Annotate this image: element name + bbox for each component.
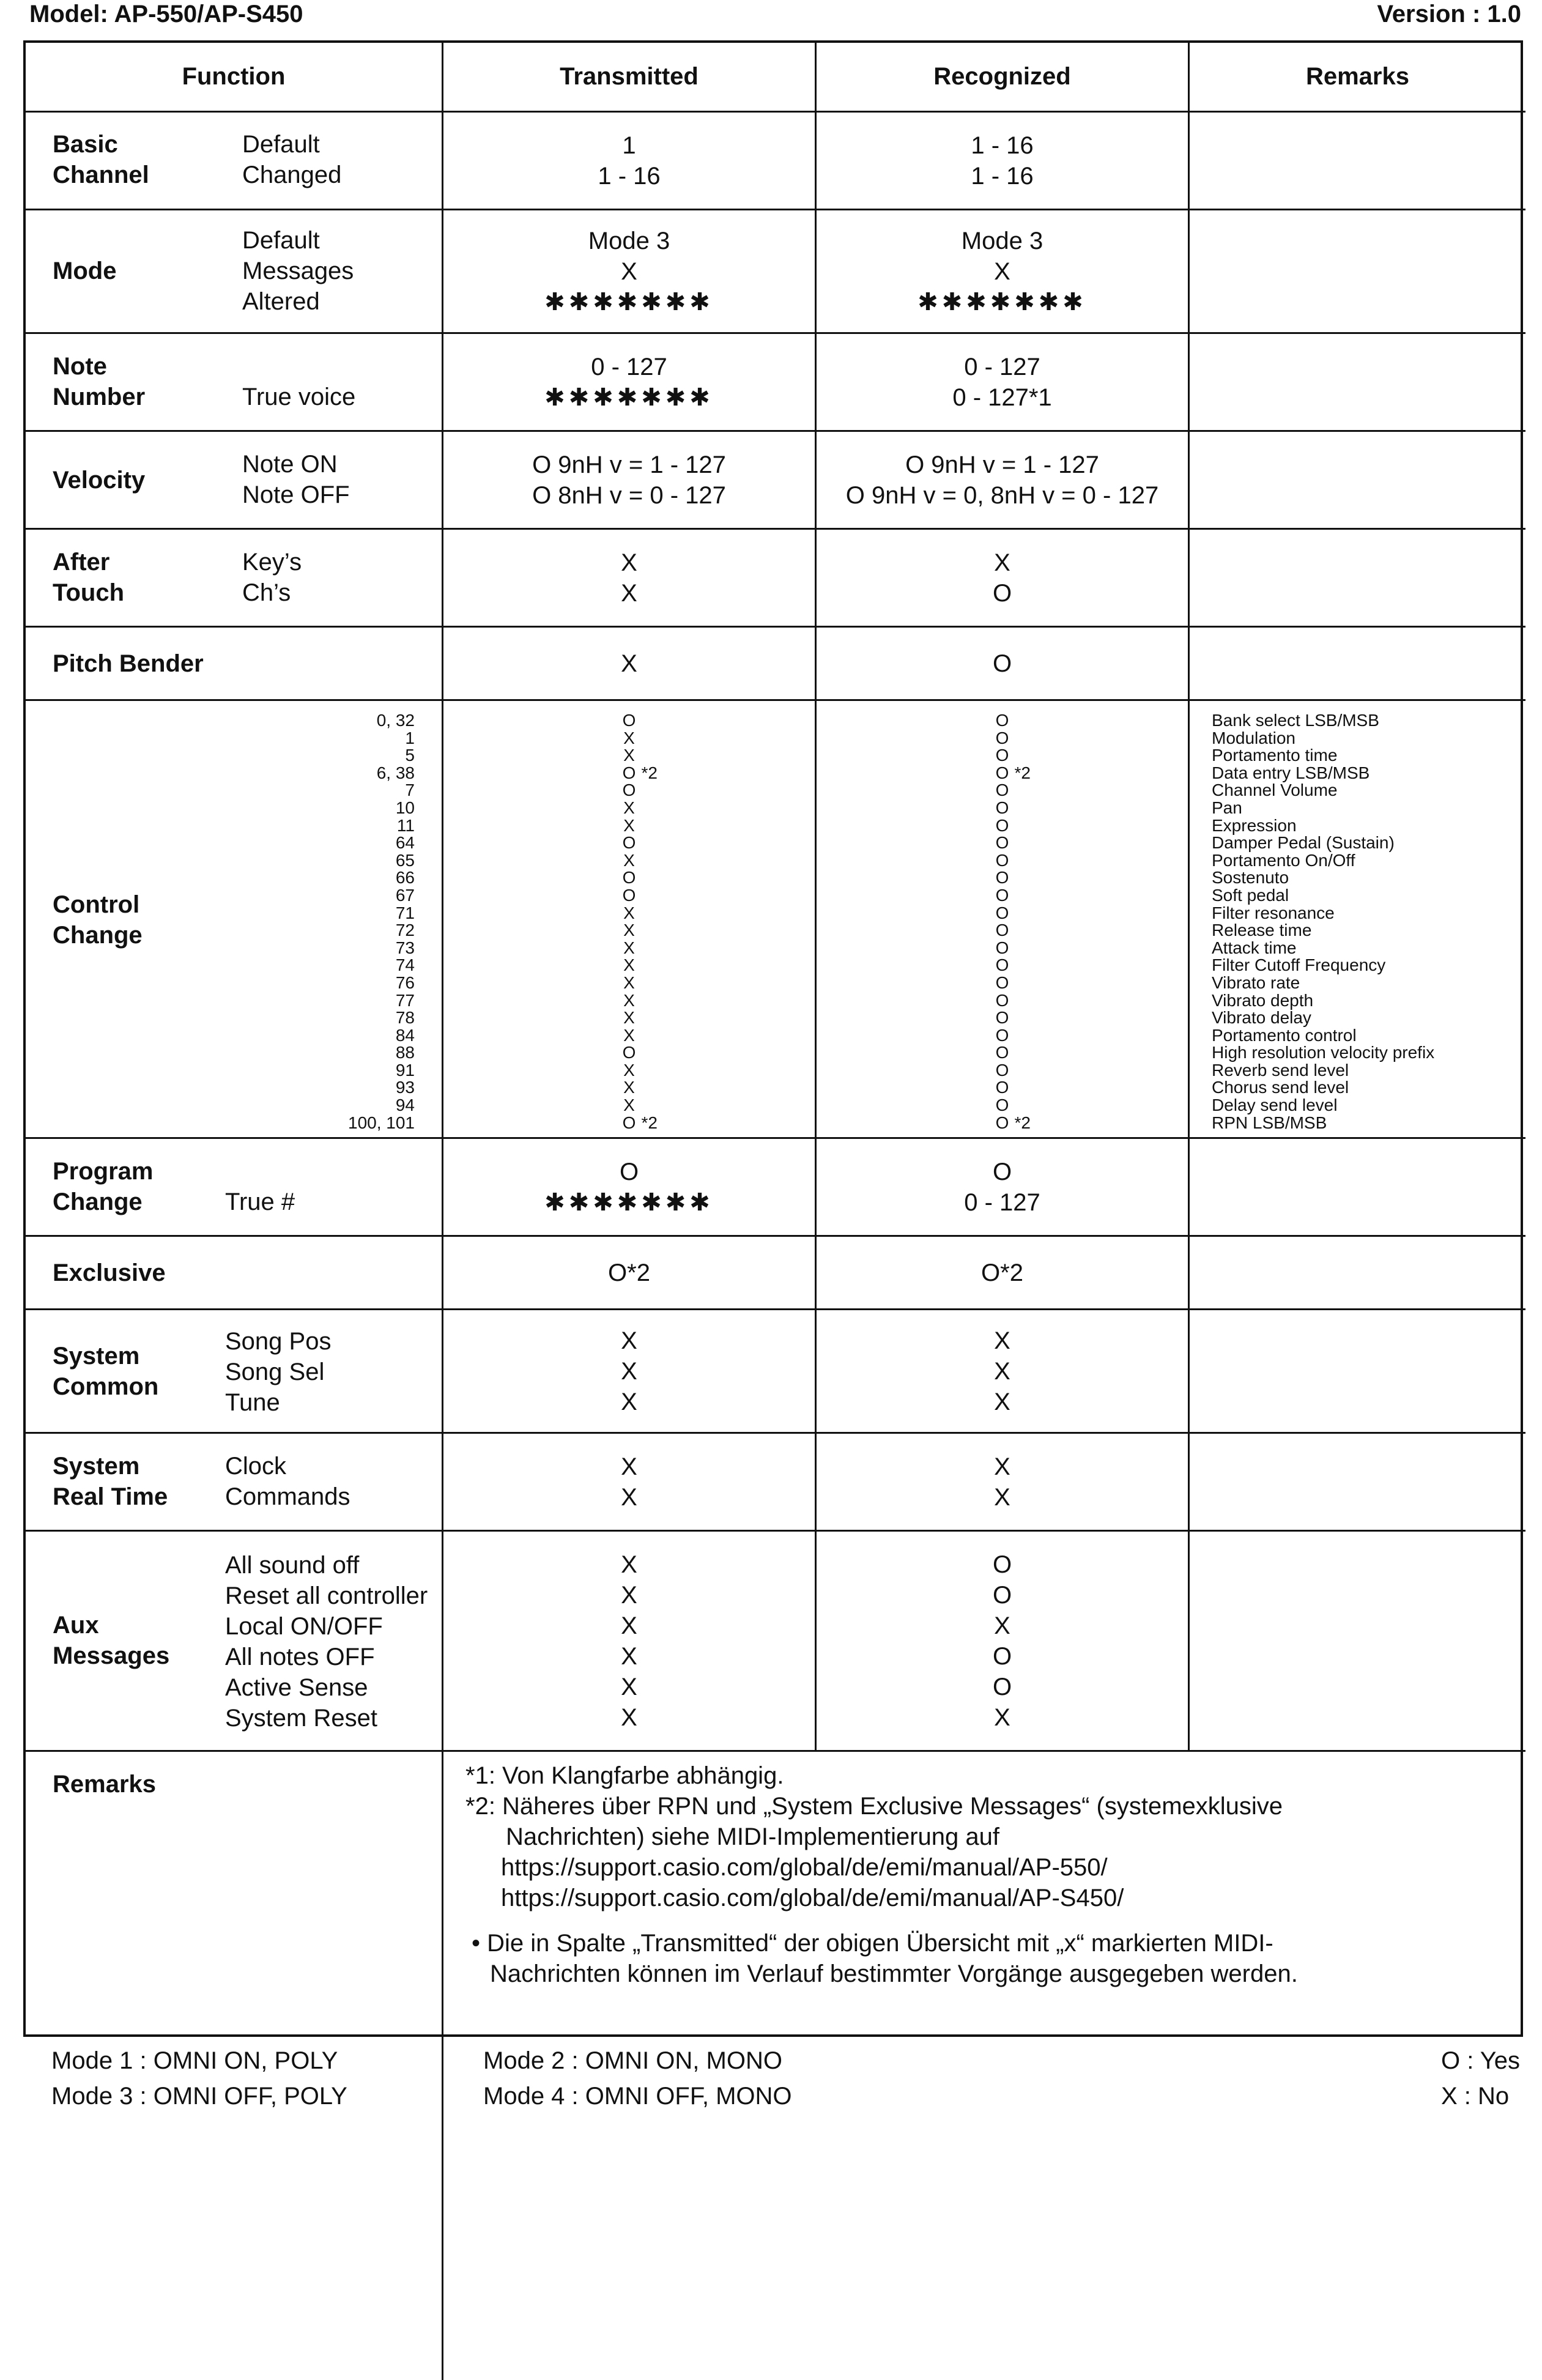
function-sub-label: True #	[225, 1188, 295, 1215]
control-number: 6, 38	[376, 763, 415, 782]
remark-note-2-continued: Nachrichten) siehe MIDI-Implementierung auf	[506, 1823, 1000, 1850]
transmitted-mark-line	[443, 852, 815, 870]
control-remark: Filter resonance	[1212, 903, 1335, 922]
transmitted-mark: O	[622, 780, 636, 800]
function-label: Note Number	[53, 353, 146, 410]
control-number: 72	[395, 921, 415, 940]
legend-no: X : No	[1441, 2083, 1510, 2110]
control-number: 76	[395, 973, 415, 992]
footer-modes-right	[483, 2043, 792, 2114]
control-remark: Damper Pedal (Sustain)	[1212, 833, 1395, 853]
control-number: 7	[405, 780, 415, 800]
transmitted-mark-line	[443, 1079, 815, 1097]
recognized-mark-line	[817, 922, 1188, 940]
control-number: 11	[396, 815, 415, 835]
function-aux-messages	[26, 1532, 443, 1752]
recognized-control-change	[817, 701, 1190, 1139]
transmitted-mark: X	[623, 798, 635, 817]
function-label: Basic Channel	[53, 131, 149, 188]
control-number: 0, 32	[376, 711, 415, 730]
control-remark: Portamento time	[1212, 746, 1338, 765]
column-header-remarks: Remarks	[1190, 43, 1525, 113]
transmitted-mark: O	[622, 1113, 636, 1132]
transmitted-velocity: O 9nH v = 1 - 127 O 8nH v = 0 - 127	[443, 432, 817, 530]
recognized-mode: Mode 3 X ✱✱✱✱✱✱✱	[817, 210, 1190, 334]
function-label: Velocity	[53, 467, 146, 494]
function-after-touch	[26, 530, 443, 628]
aux-recognized-mark: O	[992, 1642, 1012, 1670]
transmitted-mark-line	[443, 922, 815, 940]
recognized-mark: O	[995, 798, 1009, 817]
control-remark: Vibrato delay	[1212, 1008, 1311, 1028]
control-number: 74	[395, 955, 415, 975]
recognized-mark: O	[995, 1095, 1009, 1115]
transmitted-mark: X	[623, 938, 635, 957]
control-number: 71	[395, 903, 415, 922]
transmitted-mark-line	[443, 730, 815, 747]
transmitted-mark: X	[623, 728, 635, 747]
transmitted-mark: O	[622, 1043, 636, 1062]
recognized-mark-line	[817, 765, 1188, 782]
control-numbers	[348, 712, 415, 1132]
control-remark: Channel Volume	[1212, 780, 1338, 800]
transmitted-mark-line	[443, 834, 815, 852]
footnote-ref: *2	[641, 763, 658, 782]
function-label: Control Change	[53, 891, 143, 949]
control-number: 73	[395, 938, 415, 957]
transmitted-control-marks	[443, 712, 815, 1132]
control-remark: Sostenuto	[1212, 868, 1289, 888]
recognized-mark: O	[995, 1060, 1009, 1080]
control-remark: Soft pedal	[1212, 885, 1289, 905]
recognized-system-common: X X X	[817, 1310, 1190, 1434]
function-mode	[26, 210, 443, 334]
recognized-mark: O	[995, 711, 1009, 730]
control-remark: Reverb send level	[1212, 1060, 1349, 1080]
control-number: 1	[405, 728, 415, 747]
transmitted-mark: X	[623, 955, 635, 975]
control-remark: RPN LSB/MSB	[1212, 1113, 1327, 1132]
transmitted-mark-line	[443, 1114, 815, 1132]
recognized-mark: O	[995, 868, 1009, 888]
control-remark: Portamento control	[1212, 1025, 1357, 1045]
function-sub-labels: Song Pos Song Sel Tune	[225, 1328, 332, 1416]
recognized-mark-line	[817, 957, 1188, 974]
transmitted-mark: X	[623, 850, 635, 870]
control-number: 78	[395, 1008, 415, 1028]
footer-mode-1: Mode 1 : OMNI ON, POLY	[51, 2047, 338, 2074]
model-title: Model: AP-550/AP-S450	[29, 1, 303, 28]
control-number: 5	[405, 746, 415, 765]
recognized-mark: O	[995, 903, 1009, 922]
function-label: Program Change	[53, 1158, 154, 1215]
recognized-mark: O	[995, 728, 1009, 747]
remarks-pitch-bender	[1190, 628, 1525, 701]
recognized-basic-channel: 1 - 16 1 - 16	[817, 113, 1190, 210]
transmitted-mark: O	[622, 868, 636, 888]
function-label: Aux Messages	[53, 1612, 170, 1669]
function-label: After Touch	[53, 549, 125, 606]
transmitted-mark-line	[443, 747, 815, 765]
control-remark: Modulation	[1212, 728, 1296, 747]
function-system-common	[26, 1310, 443, 1434]
aux-message-name: All notes OFF	[225, 1644, 375, 1670]
aux-recognized-mark: X	[994, 1703, 1010, 1731]
function-system-real-time	[26, 1434, 443, 1532]
transmitted-mark: X	[623, 1025, 635, 1045]
remark-note-1: *1: Von Klangfarbe abhängig.	[465, 1762, 784, 1789]
column-header-function: Function	[26, 43, 443, 113]
function-label: Remarks	[53, 1771, 157, 1798]
footnote-ref: *2	[1014, 1113, 1031, 1132]
transmitted-mark: X	[623, 1078, 635, 1097]
recognized-mark: O	[995, 1025, 1009, 1045]
aux-transmitted-mark: X	[621, 1581, 637, 1609]
function-label: Pitch Bender	[53, 650, 204, 677]
function-note-number	[26, 334, 443, 432]
transmitted-mark-line	[443, 1044, 815, 1062]
recognized-mark-line	[817, 782, 1188, 799]
transmitted-mark: X	[623, 1008, 635, 1028]
transmitted-mark: X	[623, 973, 635, 992]
control-remark: Portamento On/Off	[1212, 850, 1355, 870]
control-number: 94	[395, 1095, 415, 1115]
footer-modes-left	[51, 2043, 347, 2114]
aux-recognized-mark: O	[992, 1673, 1012, 1700]
transmitted-mark-line	[443, 1062, 815, 1080]
recognized-control-marks	[817, 712, 1188, 1132]
transmitted-mark-line	[443, 869, 815, 887]
recognized-mark: O	[995, 1078, 1009, 1097]
recognized-mark-line	[817, 1044, 1188, 1062]
transmitted-mark: O	[622, 885, 636, 905]
transmitted-exclusive: O*2	[443, 1237, 817, 1310]
remark-bullet: • Die in Spalte „Transmitted“ der obigen Übersicht mit „x“ markierten MIDI-	[472, 1930, 1273, 1957]
control-remark: Vibrato depth	[1212, 990, 1314, 1010]
control-remark: Vibrato rate	[1212, 973, 1300, 992]
transmitted-system-common: X X X	[443, 1310, 817, 1434]
recognized-mark: O	[995, 763, 1009, 782]
aux-message-name: All sound off	[225, 1552, 360, 1579]
version-label: Version : 1.0	[1377, 1, 1521, 28]
control-remark: High resolution velocity prefix	[1212, 1043, 1435, 1062]
footer-mode-2: Mode 2 : OMNI ON, MONO	[483, 2047, 782, 2074]
remarks-velocity	[1190, 432, 1525, 530]
transmitted-mark: O	[622, 833, 636, 853]
function-sub-labels: Default Changed	[242, 131, 342, 188]
transmitted-mode: Mode 3 X ✱✱✱✱✱✱✱	[443, 210, 817, 334]
recognized-mark-line	[817, 1027, 1188, 1045]
aux-transmitted-mark: X	[621, 1703, 637, 1731]
function-label: Exclusive	[53, 1259, 166, 1286]
transmitted-mark: O	[622, 763, 636, 782]
aux-transmitted-mark: X	[621, 1673, 637, 1700]
remark-note-2: *2: Näheres über RPN und „System Exclusive Messages“ (systemexklusive	[465, 1793, 1283, 1820]
recognized-mark-line	[817, 992, 1188, 1010]
function-label: System Real Time	[53, 1453, 168, 1510]
recognized-mark-line	[817, 799, 1188, 817]
transmitted-mark: X	[623, 1095, 635, 1115]
transmitted-mark-line	[443, 1027, 815, 1045]
control-number: 88	[395, 1043, 415, 1062]
function-label: System Common	[53, 1343, 159, 1400]
remark-url-ap550: https://support.casio.com/global/de/emi/manual/AP-550/	[501, 1854, 1108, 1881]
recognized-mark: O	[995, 815, 1009, 835]
recognized-mark-line	[817, 1114, 1188, 1132]
control-remark: Filter Cutoff Frequency	[1212, 955, 1386, 975]
remark-url-aps450: https://support.casio.com/global/de/emi/manual/AP-S450/	[501, 1885, 1124, 1911]
recognized-mark-line	[817, 1097, 1188, 1114]
control-remark: Release time	[1212, 921, 1312, 940]
transmitted-mark-line	[443, 992, 815, 1010]
recognized-system-real-time: X X	[817, 1434, 1190, 1532]
control-remark: Pan	[1212, 798, 1242, 817]
function-control-change	[26, 701, 443, 1139]
control-remark: Data entry LSB/MSB	[1212, 763, 1370, 782]
control-number: 67	[395, 885, 415, 905]
transmitted-mark-line	[443, 974, 815, 992]
footnote-ref: *2	[641, 1113, 658, 1132]
control-remark: Chorus send level	[1212, 1078, 1349, 1097]
remarks-control-change	[1190, 701, 1525, 1139]
control-remark: Bank select LSB/MSB	[1212, 711, 1379, 730]
footnote-ref: *2	[1014, 763, 1031, 782]
remark-bullet-continued: Nachrichten können im Verlauf bestimmter Vorgänge ausgegeben werden.	[490, 1960, 1298, 1987]
control-number: 93	[395, 1078, 415, 1097]
recognized-mark: O	[995, 833, 1009, 853]
recognized-mark-line	[817, 887, 1188, 905]
recognized-mark-line	[817, 712, 1188, 730]
function-basic-channel	[26, 113, 443, 210]
transmitted-program-change: O ✱✱✱✱✱✱✱	[443, 1139, 817, 1237]
aux-transmitted-mark: X	[621, 1612, 637, 1639]
control-number: 10	[395, 798, 415, 817]
transmitted-mark: X	[623, 746, 635, 765]
transmitted-mark-line	[443, 957, 815, 974]
transmitted-mark-line	[443, 1097, 815, 1114]
recognized-mark: O	[995, 1113, 1009, 1132]
aux-transmitted-mark: X	[621, 1642, 637, 1670]
transmitted-mark: X	[623, 903, 635, 922]
recognized-mark: O	[995, 850, 1009, 870]
recognized-mark: O	[995, 973, 1009, 992]
recognized-mark-line	[817, 1062, 1188, 1080]
control-remark: Expression	[1212, 815, 1297, 835]
recognized-mark: O	[995, 780, 1009, 800]
function-pitch-bender	[26, 628, 443, 701]
transmitted-mark-line	[443, 817, 815, 835]
function-label: Mode	[53, 258, 117, 284]
control-remark: Attack time	[1212, 938, 1297, 957]
control-number: 77	[395, 990, 415, 1010]
transmitted-mark: O	[622, 711, 636, 730]
recognized-program-change: O 0 - 127	[817, 1139, 1190, 1237]
recognized-mark: O	[995, 746, 1009, 765]
recognized-mark: O	[995, 1008, 1009, 1028]
transmitted-control-change	[443, 701, 817, 1139]
recognized-mark: O	[995, 885, 1009, 905]
control-number: 66	[395, 868, 415, 888]
function-velocity	[26, 432, 443, 530]
function-sub-labels: Note ON Note OFF	[242, 451, 350, 508]
aux-message-name: Reset all controller	[225, 1582, 428, 1609]
transmitted-mark-line	[443, 765, 815, 782]
recognized-mark: O	[995, 938, 1009, 957]
recognized-note-number: 0 - 127 0 - 127*1	[817, 334, 1190, 432]
aux-message-name: System Reset	[225, 1705, 377, 1732]
aux-recognized-mark: X	[994, 1612, 1010, 1639]
column-header-recognized: Recognized	[817, 43, 1190, 113]
recognized-aux-messages	[817, 1532, 1190, 1752]
remarks-mode	[1190, 210, 1525, 334]
function-sub-labels	[225, 1550, 428, 1733]
recognized-mark-line	[817, 1009, 1188, 1027]
transmitted-mark-line	[443, 905, 815, 922]
control-number: 84	[395, 1025, 415, 1045]
transmitted-aux-messages	[443, 1532, 817, 1752]
recognized-mark-line	[817, 817, 1188, 835]
control-number: 64	[395, 833, 415, 853]
aux-transmitted-mark: X	[621, 1551, 637, 1578]
recognized-mark-line	[817, 747, 1188, 765]
function-sub-labels: Key’s Ch’s	[242, 549, 302, 606]
recognized-mark-line	[817, 852, 1188, 870]
remarks-system-common	[1190, 1310, 1525, 1434]
recognized-mark: O	[995, 990, 1009, 1010]
remarks-after-touch	[1190, 530, 1525, 628]
transmitted-mark-line	[443, 782, 815, 799]
transmitted-mark: X	[623, 815, 635, 835]
remarks-system-real-time	[1190, 1434, 1525, 1532]
aux-recognized-mark: O	[992, 1551, 1012, 1578]
transmitted-mark: X	[623, 921, 635, 940]
recognized-mark-line	[817, 940, 1188, 957]
remarks-exclusive	[1190, 1237, 1525, 1310]
function-exclusive	[26, 1237, 443, 1310]
function-program-change	[26, 1139, 443, 1237]
recognized-after-touch: X O	[817, 530, 1190, 628]
aux-message-name: Local ON/OFF	[225, 1613, 383, 1640]
aux-recognized-mark: O	[992, 1581, 1012, 1609]
footer-legend	[1441, 2043, 1520, 2114]
recognized-velocity: O 9nH v = 1 - 127 O 9nH v = 0, 8nH v = 0 - 127	[817, 432, 1190, 530]
recognized-pitch-bender: O	[817, 628, 1190, 701]
control-number: 91	[395, 1060, 415, 1080]
function-sub-labels: Clock Commands	[225, 1453, 350, 1510]
control-number: 100, 101	[348, 1113, 415, 1132]
function-sub-labels: Default Messages Altered	[242, 227, 354, 315]
transmitted-after-touch: X X	[443, 530, 817, 628]
recognized-mark: O	[995, 1043, 1009, 1062]
legend-yes: O : Yes	[1441, 2047, 1520, 2074]
recognized-mark-line	[817, 1079, 1188, 1097]
column-header-transmitted: Transmitted	[443, 43, 817, 113]
function-sub-label: True voice	[242, 384, 356, 410]
transmitted-mark-line	[443, 799, 815, 817]
aux-message-name: Active Sense	[225, 1674, 368, 1701]
recognized-mark: O	[995, 921, 1009, 940]
recognized-mark-line	[817, 974, 1188, 992]
transmitted-mark-line	[443, 1009, 815, 1027]
recognized-mark-line	[817, 834, 1188, 852]
recognized-mark-line	[817, 905, 1188, 922]
control-number: 65	[395, 850, 415, 870]
remarks-aux-messages	[1190, 1532, 1525, 1752]
recognized-mark: O	[995, 955, 1009, 975]
transmitted-mark: X	[623, 1060, 635, 1080]
footer-mode-4: Mode 4 : OMNI OFF, MONO	[483, 2083, 792, 2110]
transmitted-mark-line	[443, 940, 815, 957]
transmitted-note-number: 0 - 127 ✱✱✱✱✱✱✱	[443, 334, 817, 432]
recognized-mark-line	[817, 869, 1188, 887]
remarks-basic-channel	[1190, 113, 1525, 210]
control-remarks	[1212, 712, 1434, 1132]
transmitted-mark-line	[443, 887, 815, 905]
transmitted-system-real-time: X X	[443, 1434, 817, 1532]
transmitted-basic-channel: 1 1 - 16	[443, 113, 817, 210]
control-remark: Delay send level	[1212, 1095, 1338, 1115]
transmitted-pitch-bender: X	[443, 628, 817, 701]
recognized-exclusive: O*2	[817, 1237, 1190, 1310]
midi-implementation-chart	[23, 40, 1523, 2037]
transmitted-mark-line	[443, 712, 815, 730]
footer-mode-3: Mode 3 : OMNI OFF, POLY	[51, 2083, 347, 2110]
recognized-mark-line	[817, 730, 1188, 747]
remarks-program-change	[1190, 1139, 1525, 1237]
transmitted-mark: X	[623, 990, 635, 1010]
remarks-note-number	[1190, 334, 1525, 432]
